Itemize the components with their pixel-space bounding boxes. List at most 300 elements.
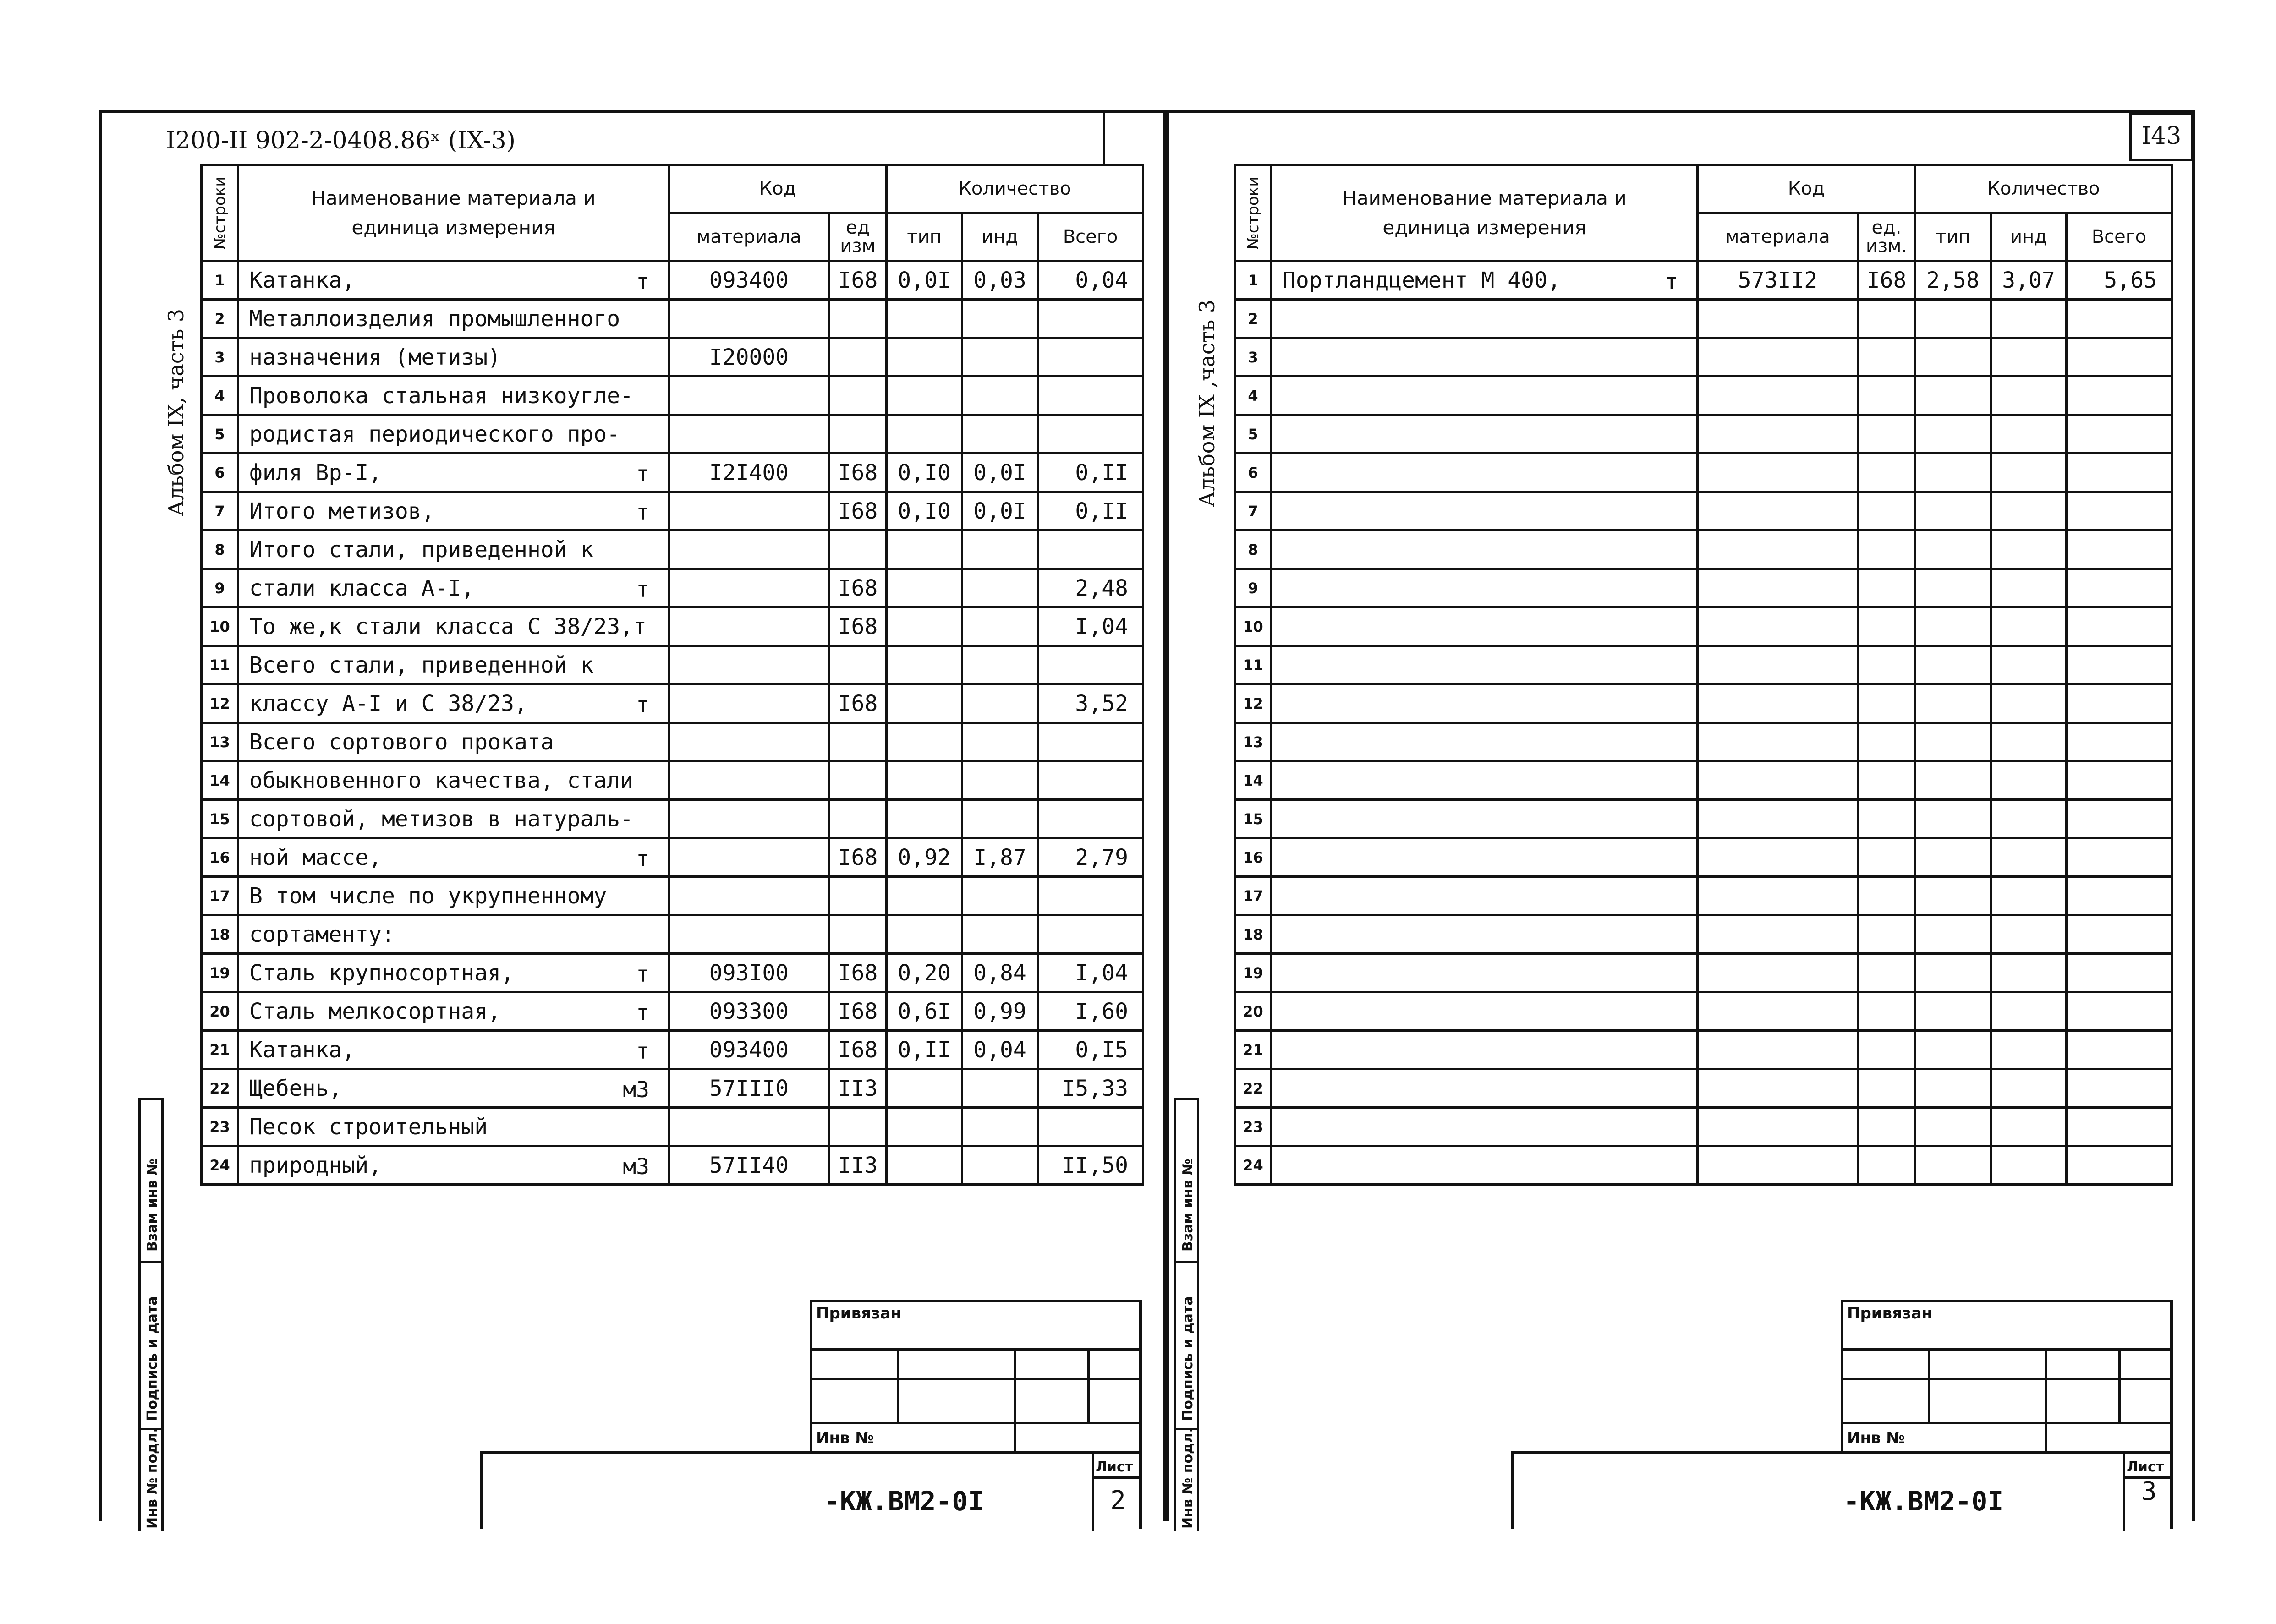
qty-total: II,50 [1038,1146,1143,1185]
material-code [1698,800,1858,838]
table-row [1235,838,2172,877]
qty-total [2067,915,2172,954]
qty-total [2067,800,2172,838]
quantity-header: Количество [887,165,1143,213]
table-row [1235,492,2172,530]
material-name [1272,761,1698,800]
qty-total: I,60 [1038,992,1143,1031]
qty-ind [1991,723,2067,761]
qty-total [1038,800,1143,838]
sign-date-box [1174,1261,1199,1430]
qty-total: 3,52 [1038,684,1143,723]
title-block [1511,1451,2173,1529]
qty-total [1038,377,1143,415]
row-number: 18 [1235,915,1272,954]
unit-code [829,1108,887,1146]
material-name-text: Катанка, [249,1037,356,1063]
material-code: 093400 [669,261,829,300]
stamp-line [1087,1348,1090,1422]
qty-total [2067,300,2172,338]
qty-total [2067,1146,2172,1185]
material-name [238,684,669,723]
unit-code [1858,530,1915,569]
material-code [669,761,829,800]
material-name-text: Портландцемент М 400, [1283,267,1561,293]
stamp-line [1843,1348,2171,1351]
material-code [1698,646,1858,684]
unit-code [829,338,887,377]
row-number: 14 [202,761,238,800]
row-number: 4 [1235,377,1272,415]
qty-ind: I,87 [962,838,1038,877]
material-code: 093I00 [669,954,829,992]
unit-code [1858,838,1915,877]
qty-ind [1991,415,2067,454]
qty-ind [1991,569,2067,607]
table-row [1235,684,2172,723]
qty-total [2067,646,2172,684]
unit-code: I68 [829,992,887,1031]
qty-ind [1991,530,2067,569]
measure-unit: т [636,577,649,602]
qty-total [2067,684,2172,723]
row-number: 9 [202,569,238,607]
material-code [1698,492,1858,530]
attachment-stamp [1841,1300,2173,1460]
title-block [480,1451,1142,1529]
qty-typ [1915,915,1991,954]
qty-typ: 0,I0 [887,492,962,530]
qty-ind [1991,607,2067,646]
material-name [238,1069,669,1108]
qty-typ [1915,1069,1991,1108]
qty-ind: 0,03 [962,261,1038,300]
qty-ind [962,569,1038,607]
table-row [1235,1031,2172,1069]
table-row [202,569,1143,607]
qty-typ [887,300,962,338]
row-number: 8 [1235,530,1272,569]
table-row [1235,1069,2172,1108]
table-body [1235,261,2172,1185]
table-row [1235,569,2172,607]
measure-unit: м3 [623,1154,649,1180]
row-number: 16 [202,838,238,877]
material-code [1698,723,1858,761]
qty-typ [1915,1108,1991,1146]
material-name-text: В том числе по укрупненному [249,883,607,909]
material-name-text: То же,к стали класса С 38/23,т [249,613,647,640]
row-number: 6 [1235,454,1272,492]
row-number: 13 [202,723,238,761]
stamp-line [812,1422,1140,1424]
qty-ind [1991,1069,2067,1108]
stamp-line [2118,1348,2121,1422]
row-number: 22 [202,1069,238,1108]
material-name-text: Песок строительный [249,1114,488,1140]
qty-typ [887,338,962,377]
material-name [238,800,669,838]
qty-typ [1915,838,1991,877]
row-number: 10 [202,607,238,646]
material-name [238,1031,669,1069]
material-name [238,723,669,761]
table-row [1235,530,2172,569]
table-row [202,338,1143,377]
material-name [1272,838,1698,877]
qty-total [1038,338,1143,377]
row-number: 9 [1235,569,1272,607]
unit-code [829,723,887,761]
attached-label: Привязан [816,1304,902,1323]
material-code [669,646,829,684]
material-name [1272,454,1698,492]
table-row [1235,454,2172,492]
material-name [238,915,669,954]
material-name [238,300,669,338]
unit-code [1858,1146,1915,1185]
material-name-text: назначения (метизы) [249,344,501,370]
stamp-line [812,1378,1140,1380]
qty-ind [962,530,1038,569]
row-number: 17 [202,877,238,915]
qty-ind: 0,84 [962,954,1038,992]
qty-typ [1915,761,1991,800]
qty-typ [1915,454,1991,492]
qty-ind: 0,0I [962,454,1038,492]
row-number: 11 [1235,646,1272,684]
table-row [202,377,1143,415]
table-row [202,261,1143,300]
material-code [1698,530,1858,569]
row-number: 13 [1235,723,1272,761]
qty-total [2067,492,2172,530]
qty-total [1038,530,1143,569]
quantity-header: Количество [1915,165,2172,213]
qty-typ [1915,800,1991,838]
qty-ind [1991,377,2067,415]
table-row [202,992,1143,1031]
unit-code [829,415,887,454]
qty-ind [1991,300,2067,338]
material-name-text: Всего стали, приведенной к [249,652,594,678]
material-code: 57III0 [669,1069,829,1108]
qty-total: 0,I5 [1038,1031,1143,1069]
table-row [1235,761,2172,800]
ind-header: инд [1991,213,2067,261]
row-number: 4 [202,377,238,415]
material-name-text: сортовой, метизов в натураль- [249,806,634,832]
material-code [1698,300,1858,338]
material-code [669,800,829,838]
qty-typ [1915,338,1991,377]
unit-code [1858,761,1915,800]
table-row [202,1031,1143,1069]
material-code: 57II40 [669,1146,829,1185]
material-name-text: стали класса А-I, [249,575,475,601]
qty-typ [887,377,962,415]
qty-total [2067,1069,2172,1108]
row-number: 7 [202,492,238,530]
unit-code: II3 [829,1069,887,1108]
unit-code [1858,1108,1915,1146]
table-row [202,492,1143,530]
measure-unit: т [636,1000,649,1026]
table-row [1235,415,2172,454]
row-number: 20 [1235,992,1272,1031]
qty-ind [962,338,1038,377]
qty-ind [962,761,1038,800]
material-name-text: классу А-I и С 38/23, [249,690,527,716]
qty-total: 2,79 [1038,838,1143,877]
material-code [1698,607,1858,646]
qty-typ: 0,II [887,1031,962,1069]
qty-typ [1915,377,1991,415]
material-code [1698,915,1858,954]
table-row [1235,646,2172,684]
total-header: Всего [1038,213,1143,261]
material-code [1698,454,1858,492]
qty-typ [887,800,962,838]
qty-typ [887,877,962,915]
qty-typ: 0,I0 [887,454,962,492]
material-name-text: Металлоизделия промышленного [249,306,620,332]
unit-code [1858,915,1915,954]
material-code: I2I400 [669,454,829,492]
row-number: 14 [1235,761,1272,800]
row-number: 24 [1235,1146,1272,1185]
stamp-line [1014,1348,1016,1458]
attachment-stamp [810,1300,1142,1460]
row-number: 22 [1235,1069,1272,1108]
row-number: 23 [1235,1108,1272,1146]
unit-code [1858,415,1915,454]
document-header: I200-II 902-2-0408.86ˣ (IX-3) [166,127,516,154]
material-name [238,415,669,454]
material-code [1698,1031,1858,1069]
qty-typ [1915,492,1991,530]
unit-code: II3 [829,1146,887,1185]
table-row [1235,992,2172,1031]
stamp-line [2045,1348,2047,1458]
qty-ind [962,684,1038,723]
sign-date-label: Подпись и дата [1180,1296,1196,1421]
material-name [238,761,669,800]
unit-code [1858,877,1915,915]
material-code [1698,1108,1858,1146]
qty-typ [887,723,962,761]
page-number: I43 [2129,113,2194,161]
table-row [1235,1108,2172,1146]
material-name [238,1108,669,1146]
table-row [202,723,1143,761]
unit-code [829,646,887,684]
row-number: 19 [1235,954,1272,992]
qty-total [2067,1108,2172,1146]
qty-ind [1991,915,2067,954]
qty-typ [887,415,962,454]
vzam-inv-box [1174,1098,1199,1263]
inv-orig-label: Инв № подл. [144,1427,160,1529]
qty-ind [1991,492,2067,530]
unit-code [829,800,887,838]
qty-total: 0,II [1038,492,1143,530]
material-name [238,530,669,569]
attached-label: Привязан [1847,1304,1933,1323]
material-code [1698,377,1858,415]
material-code [669,415,829,454]
material-code [669,684,829,723]
stamp-line [1928,1348,1930,1422]
material-code [1698,992,1858,1031]
qty-typ [1915,684,1991,723]
material-code [1698,569,1858,607]
qty-total [1038,1108,1143,1146]
stamp-line [1843,1378,2171,1380]
material-code [669,915,829,954]
qty-ind [1991,454,2067,492]
material-name-text: родистая периодического про- [249,421,620,447]
material-code [1698,954,1858,992]
vzam-inv-label: Взам инв № [144,1159,160,1252]
material-code [1698,338,1858,377]
material-name-text: Всего сортового проката [249,729,554,755]
qty-total: 5,65 [2067,261,2172,300]
table-row [1235,800,2172,838]
table-row [1235,338,2172,377]
sheet-label: Лист [2127,1459,2164,1475]
table-row [202,684,1143,723]
qty-ind [962,723,1038,761]
qty-typ: 0,0I [887,261,962,300]
material-name [1272,415,1698,454]
row-number: 17 [1235,877,1272,915]
code-header: Код [669,165,887,213]
row-number: 15 [202,800,238,838]
qty-typ [887,1146,962,1185]
qty-ind [1991,646,2067,684]
material-name-text: обыкновенного качества, стали [249,767,634,793]
material-name [1272,569,1698,607]
unit-code [829,877,887,915]
measure-unit: т [1665,269,1678,295]
material-name-text: Щебень, [249,1075,342,1101]
inv-no-label: Инв № [1847,1429,1905,1447]
qty-typ [1915,992,1991,1031]
unit-code: I68 [829,838,887,877]
qty-typ: 0,92 [887,838,962,877]
qty-ind [1991,800,2067,838]
qty-ind [962,915,1038,954]
material-name-text: Сталь крупносортная, [249,960,514,986]
material-code [1698,1146,1858,1185]
row-number: 15 [1235,800,1272,838]
table-row [202,838,1143,877]
material-name-text: Итого стали, приведенной к [249,536,594,563]
row-number: 11 [202,646,238,684]
material-code [669,300,829,338]
sheet-number: 3 [2141,1476,2157,1506]
stamp-line [812,1348,1140,1351]
qty-typ [1915,1031,1991,1069]
unit-code: I68 [829,607,887,646]
unit-code: I68 [829,454,887,492]
typ-header: тип [1915,213,1991,261]
qty-typ [1915,530,1991,569]
stamp-line [1843,1422,2171,1424]
qty-total [2067,877,2172,915]
qty-total [1038,646,1143,684]
qty-ind [1991,338,2067,377]
measure-unit: т [636,461,649,487]
unit-code [1858,800,1915,838]
row-number: 20 [202,992,238,1031]
material-name-text: ной массе, [249,844,382,870]
material-name [238,569,669,607]
row-number: 23 [202,1108,238,1146]
measure-unit: м3 [623,1077,649,1103]
row-number: 1 [1235,261,1272,300]
unit-code [1858,454,1915,492]
measure-unit: т [636,269,649,295]
unit-code [1858,569,1915,607]
table-row [202,646,1143,684]
row-number: 3 [1235,338,1272,377]
row-number: 10 [1235,607,1272,646]
sheet-label: Лист [1096,1459,1133,1475]
qty-ind [962,877,1038,915]
material-name-text: Итого метизов, [249,498,435,524]
inv-orig-label: Инв № подл. [1180,1427,1196,1529]
material-code: 093400 [669,1031,829,1069]
title-block-line [1092,1476,1142,1479]
inv-orig-box [138,1428,164,1531]
row-number: 8 [202,530,238,569]
table-row [1235,300,2172,338]
qty-typ [887,915,962,954]
row-number: 5 [1235,415,1272,454]
table-row [1235,261,2172,300]
material-name [1272,338,1698,377]
qty-typ [887,1069,962,1108]
qty-typ [1915,954,1991,992]
qty-ind [962,300,1038,338]
material-name [1272,992,1698,1031]
material-name [238,454,669,492]
material-code [1698,1069,1858,1108]
table-row [202,530,1143,569]
table-row [202,761,1143,800]
material-name [238,1146,669,1185]
row-number: 21 [202,1031,238,1069]
qty-ind: 3,07 [1991,261,2067,300]
material-name-text: природный, [249,1152,382,1178]
material-name [238,838,669,877]
table-row [1235,877,2172,915]
row-number: 19 [202,954,238,992]
material-name [1272,954,1698,992]
qty-ind [962,646,1038,684]
typ-header: тип [887,213,962,261]
table-row [202,800,1143,838]
material-code [669,877,829,915]
unit-code: I68 [829,684,887,723]
qty-total: I,04 [1038,607,1143,646]
qty-total [1038,761,1143,800]
unit-code [829,761,887,800]
qty-typ [1915,877,1991,915]
material-name [1272,723,1698,761]
